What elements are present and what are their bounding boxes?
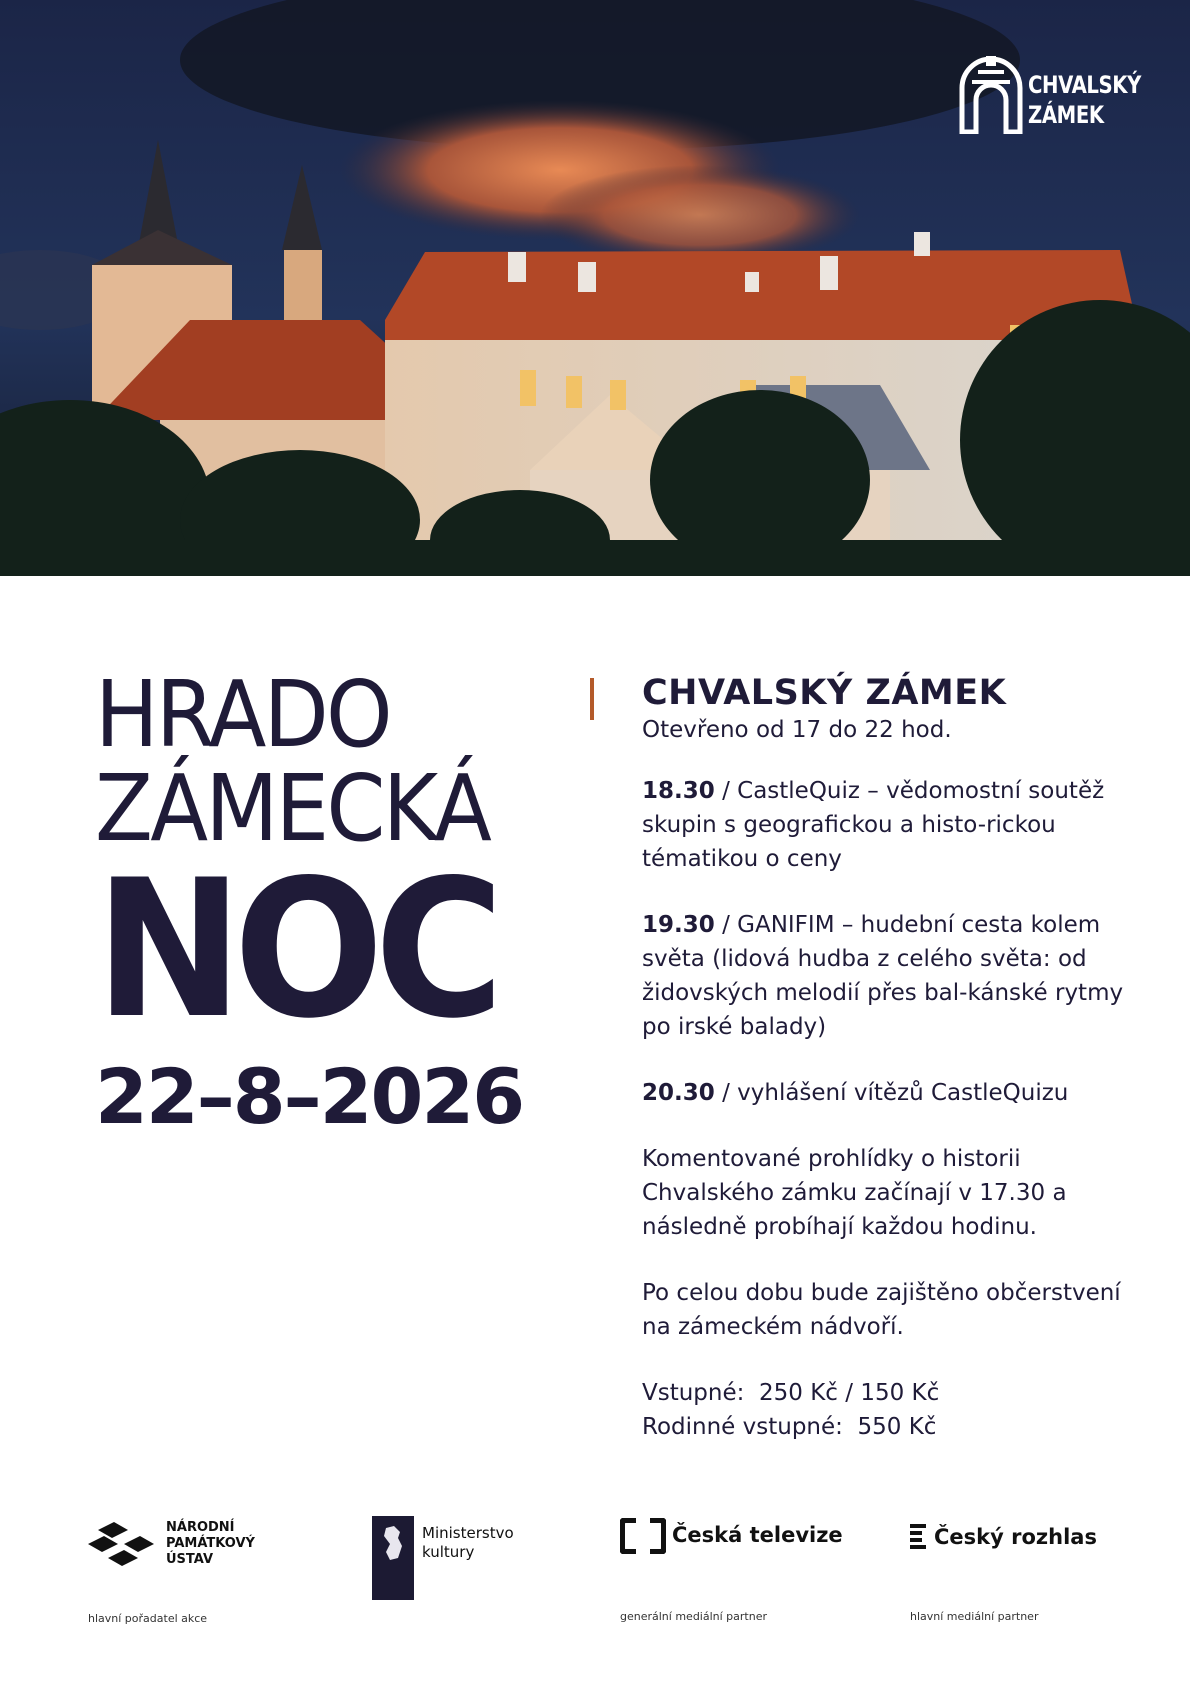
title-line3: NOC	[95, 839, 495, 1060]
mk-name-line2: kultury	[422, 1543, 475, 1561]
program-item-2-time: 19.30	[642, 912, 715, 938]
program-item-2	[642, 908, 1142, 1044]
program-item-3	[642, 1076, 1142, 1110]
program-item-1	[642, 774, 1142, 876]
castle-gate-icon	[958, 54, 1024, 134]
npu-name	[166, 1520, 255, 1568]
lion-emblem-icon	[372, 1524, 414, 1564]
price-row	[642, 1376, 1142, 1410]
partner-npu	[88, 1520, 288, 1625]
ct-role: generální mediální partner	[620, 1610, 767, 1623]
tours-note: Komentované prohlídky o historii Chvalského zámku začínají v 17.30 a následně probíhají každou hodinu.	[642, 1146, 1067, 1240]
event-info	[642, 672, 1142, 1444]
family-price-value: 550 Kč	[857, 1414, 937, 1440]
price-value: 250 Kč / 150 Kč	[759, 1380, 940, 1406]
cro-name: Český rozhlas	[934, 1525, 1097, 1549]
logo-line1: CHVALSKÝ	[1028, 71, 1141, 99]
chvalsky-zamek-logo	[958, 54, 1141, 138]
npu-logo-icon	[88, 1522, 154, 1568]
ct-logo-icon	[620, 1518, 666, 1554]
program-item-2-text: / GANIFIM – hudební cesta kolem světa (lidová hudba z celého světa: od židovských melodií přes bal-kánské rytmy po irské balady)	[642, 912, 1124, 1040]
partner-cro	[910, 1522, 1130, 1623]
mk-emblem	[372, 1516, 414, 1600]
venue-name: CHVALSKÝ ZÁMEK	[642, 673, 1007, 713]
partner-ct	[620, 1518, 860, 1623]
title-line2: ZÁMECKÁ	[95, 755, 490, 862]
program-item-3-time: 20.30	[642, 1080, 715, 1106]
npu-role: hlavní pořadatel akce	[88, 1612, 208, 1625]
npu-name-line2: PAMÁTKOVÝ	[166, 1536, 255, 1551]
cro-logo-icon	[910, 1524, 928, 1550]
program-item-1-text: / CastleQuiz – vědomostní soutěž skupin s geografickou a histo-rickou tématikou o ceny	[642, 778, 1105, 872]
title-line1: HRADO	[95, 661, 390, 768]
hero-photo	[0, 0, 1190, 576]
family-price-row	[642, 1410, 1142, 1444]
program-item-1-time: 18.30	[642, 778, 715, 804]
cro-role: hlavní mediální partner	[910, 1610, 1039, 1623]
refreshments-note: Po celou dobu bude zajištěno občerstvení na zámeckém nádvoří.	[642, 1280, 1121, 1340]
accent-bar	[590, 678, 594, 720]
mk-name-line1: Ministerstvo	[422, 1524, 514, 1542]
program-item-3-text: / vyhlášení vítězů CastleQuizu	[722, 1080, 1069, 1106]
event-title	[95, 661, 565, 1142]
partner-mk	[372, 1516, 542, 1602]
family-price-label: Rodinné vstupné:	[642, 1414, 843, 1440]
opening-hours: Otevřeno od 17 do 22 hod.	[642, 717, 952, 743]
logo-line2: ZÁMEK	[1028, 101, 1104, 129]
npu-name-line3: ÚSTAV	[166, 1552, 214, 1567]
mk-name	[422, 1524, 514, 1562]
event-date: 22–8–2026	[95, 1052, 524, 1141]
price-label: Vstupné:	[642, 1380, 745, 1406]
ct-name: Česká televize	[672, 1523, 843, 1547]
npu-name-line1: NÁRODNÍ	[166, 1520, 235, 1535]
partner-logos	[0, 1500, 1190, 1625]
